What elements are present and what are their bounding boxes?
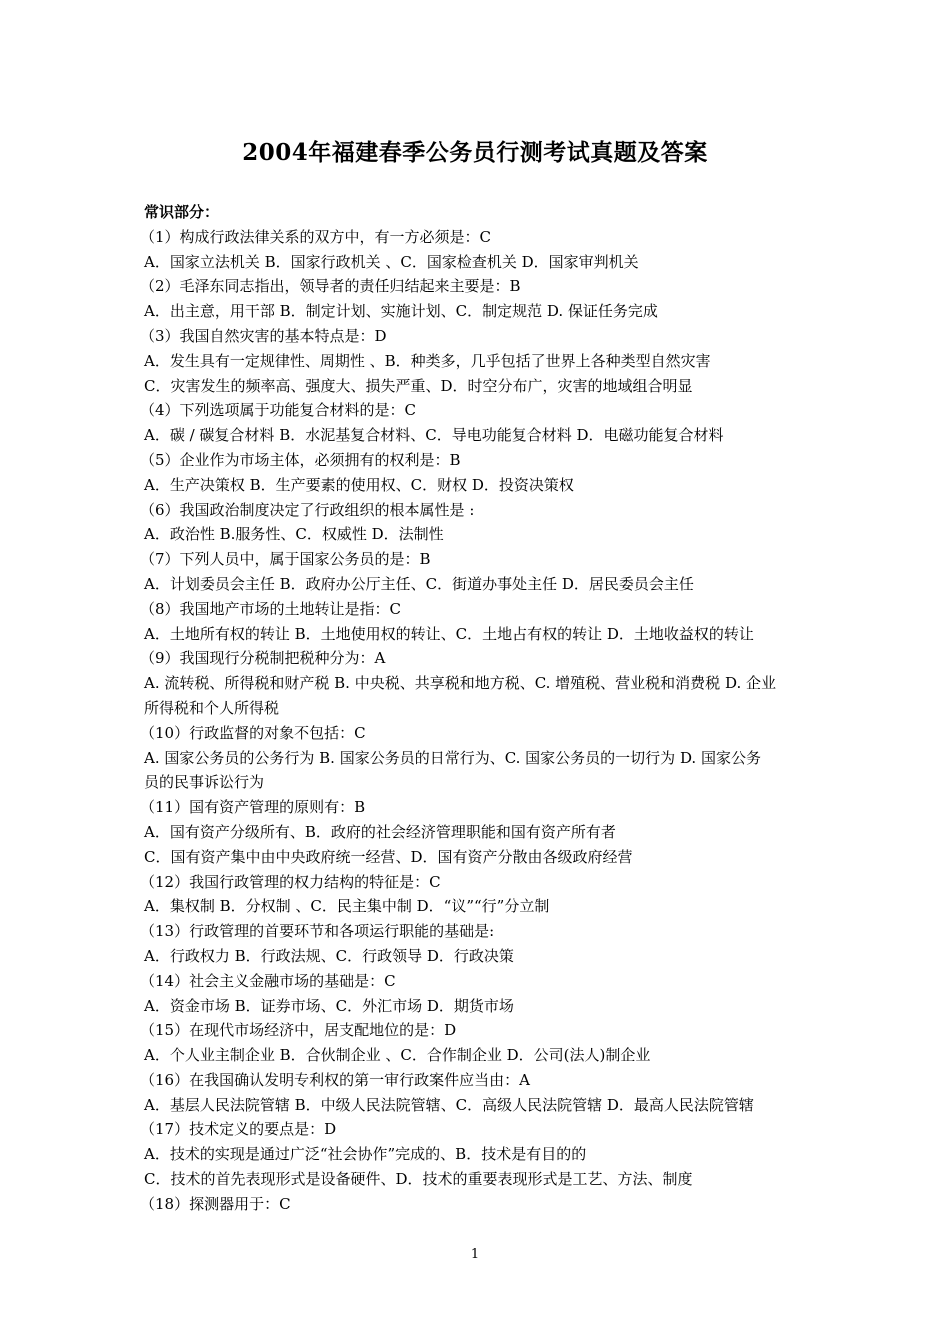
option-line: A．生产决策权 B．生产要素的使用权、C．财权 D．投资决策权 bbox=[144, 475, 574, 494]
question-line: （16）在我国确认发明专利权的第一审行政案件应当由：A bbox=[140, 1070, 530, 1089]
option-line: 所得税和个人所得税 bbox=[144, 698, 280, 717]
option-line: A．国家立法机关 B．国家行政机关 、C．国家检查机关 D．国家审判机关 bbox=[144, 252, 639, 271]
question-line: （4）下列选项属于功能复合材料的是：C bbox=[140, 401, 417, 420]
question-line: （15）在现代市场经济中，居支配地位的是：D bbox=[140, 1021, 457, 1040]
question-line: （12）我国行政管理的权力结构的特征是：C bbox=[140, 872, 441, 891]
section-heading: 常识部分： bbox=[144, 203, 220, 221]
question-line: （2）毛泽东同志指出，领导者的责任归结起来主要是：B bbox=[140, 277, 521, 296]
option-line: C．国有资产集中由中央政府统一经营、D．国有资产分散由各级政府经营 bbox=[144, 847, 633, 866]
option-line: A．集权制 B．分权制 、C．民主集中制 D．“议”“行”分立制 bbox=[144, 897, 550, 916]
question-line: （5）企业作为市场主体，必须拥有的权利是：B bbox=[140, 450, 461, 469]
option-line: A．发生具有一定规律性、周期性 、B．种类多，几乎包括了世界上各种类型自然灾害 bbox=[144, 351, 711, 370]
option-line: A．碳 / 碳复合材料 B．水泥基复合材料、C．导电功能复合材料 D．电磁功能复合材料 bbox=[144, 426, 724, 445]
option-line: A．国有资产分级所有、B．政府的社会经济管理职能和国有资产所有者 bbox=[144, 822, 616, 841]
option-line: C．灾害发生的频率高、强度大、损失严重、D．时空分布广，灾害的地域组合明显 bbox=[144, 376, 693, 395]
option-line: A．基层人民法院管辖 B．中级人民法院管辖、C．高级人民法院管辖 D．最高人民法院管辖 bbox=[144, 1095, 754, 1114]
option-line: A．计划委员会主任 B．政府办公厅主任、C．街道办事处主任 D．居民委员会主任 bbox=[144, 574, 694, 593]
question-line: （11）国有资产管理的原则有：B bbox=[140, 798, 366, 817]
option-line: C．技术的首先表现形式是设备硬件、D．技术的重要表现形式是工艺、方法、制度 bbox=[144, 1170, 693, 1189]
question-line: （9）我国现行分税制把税种分为：A bbox=[140, 649, 386, 668]
question-line: （3）我国自然灾害的基本特点是：D bbox=[140, 326, 387, 345]
option-line: A．政治性 B.服务性、C．权威性 D．法制性 bbox=[144, 525, 444, 544]
question-line: （10）行政监督的对象不包括：C bbox=[140, 723, 366, 742]
option-line: A．个人业主制企业 B．合伙制企业 、C．合作制企业 D．公司(法人)制企业 bbox=[144, 1046, 651, 1065]
question-line: （8）我国地产市场的土地转让是指：C bbox=[140, 599, 402, 618]
option-line: 员的民事诉讼行为 bbox=[144, 773, 265, 792]
option-line: A．技术的实现是通过广泛“社会协作”完成的、B．技术是有目的的 bbox=[144, 1145, 587, 1164]
question-line: （14）社会主义金融市场的基础是：C bbox=[140, 971, 396, 990]
option-line: A．行政权力 B．行政法规、C．行政领导 D．行政决策 bbox=[144, 946, 514, 965]
option-line: A．出主意，用干部 B．制定计划、实施计划、C．制定规范 D. 保证任务完成 bbox=[144, 302, 658, 321]
page-number: 1 bbox=[470, 1247, 480, 1262]
question-line: （17）技术定义的要点是：D bbox=[140, 1120, 337, 1139]
option-line: A. 流转税、所得税和财产税 B. 中央税、共享税和地方税、C. 增殖税、营业税和消费税 D. 企业 bbox=[144, 674, 776, 693]
question-line: （1）构成行政法律关系的双方中，有一方必须是：C bbox=[140, 227, 492, 246]
question-line: （7）下列人员中，属于国家公务员的是：B bbox=[140, 550, 431, 569]
question-list bbox=[140, 225, 824, 1217]
option-line: A. 国家公务员的公务行为 B. 国家公务员的日常行为、C. 国家公务员的一切行为 D. 国家公务 bbox=[144, 748, 761, 767]
question-line: （13）行政管理的首要环节和各项运行职能的基础是: bbox=[140, 922, 495, 941]
question-line: （6）我国政治制度决定了行政组织的根本属性是 : bbox=[140, 500, 475, 519]
document-body bbox=[140, 200, 824, 1217]
option-line: A．土地所有权的转让 B．土地使用权的转让、C．土地占有权的转让 D．土地收益权的转让 bbox=[144, 624, 754, 643]
option-line: A．资金市场 B．证券市场、C．外汇市场 D．期货市场 bbox=[144, 996, 514, 1015]
question-line: （18）探测器用于：C bbox=[140, 1194, 291, 1213]
page-title: 2004年福建春季公务员行测考试真题及答案 bbox=[242, 139, 708, 166]
